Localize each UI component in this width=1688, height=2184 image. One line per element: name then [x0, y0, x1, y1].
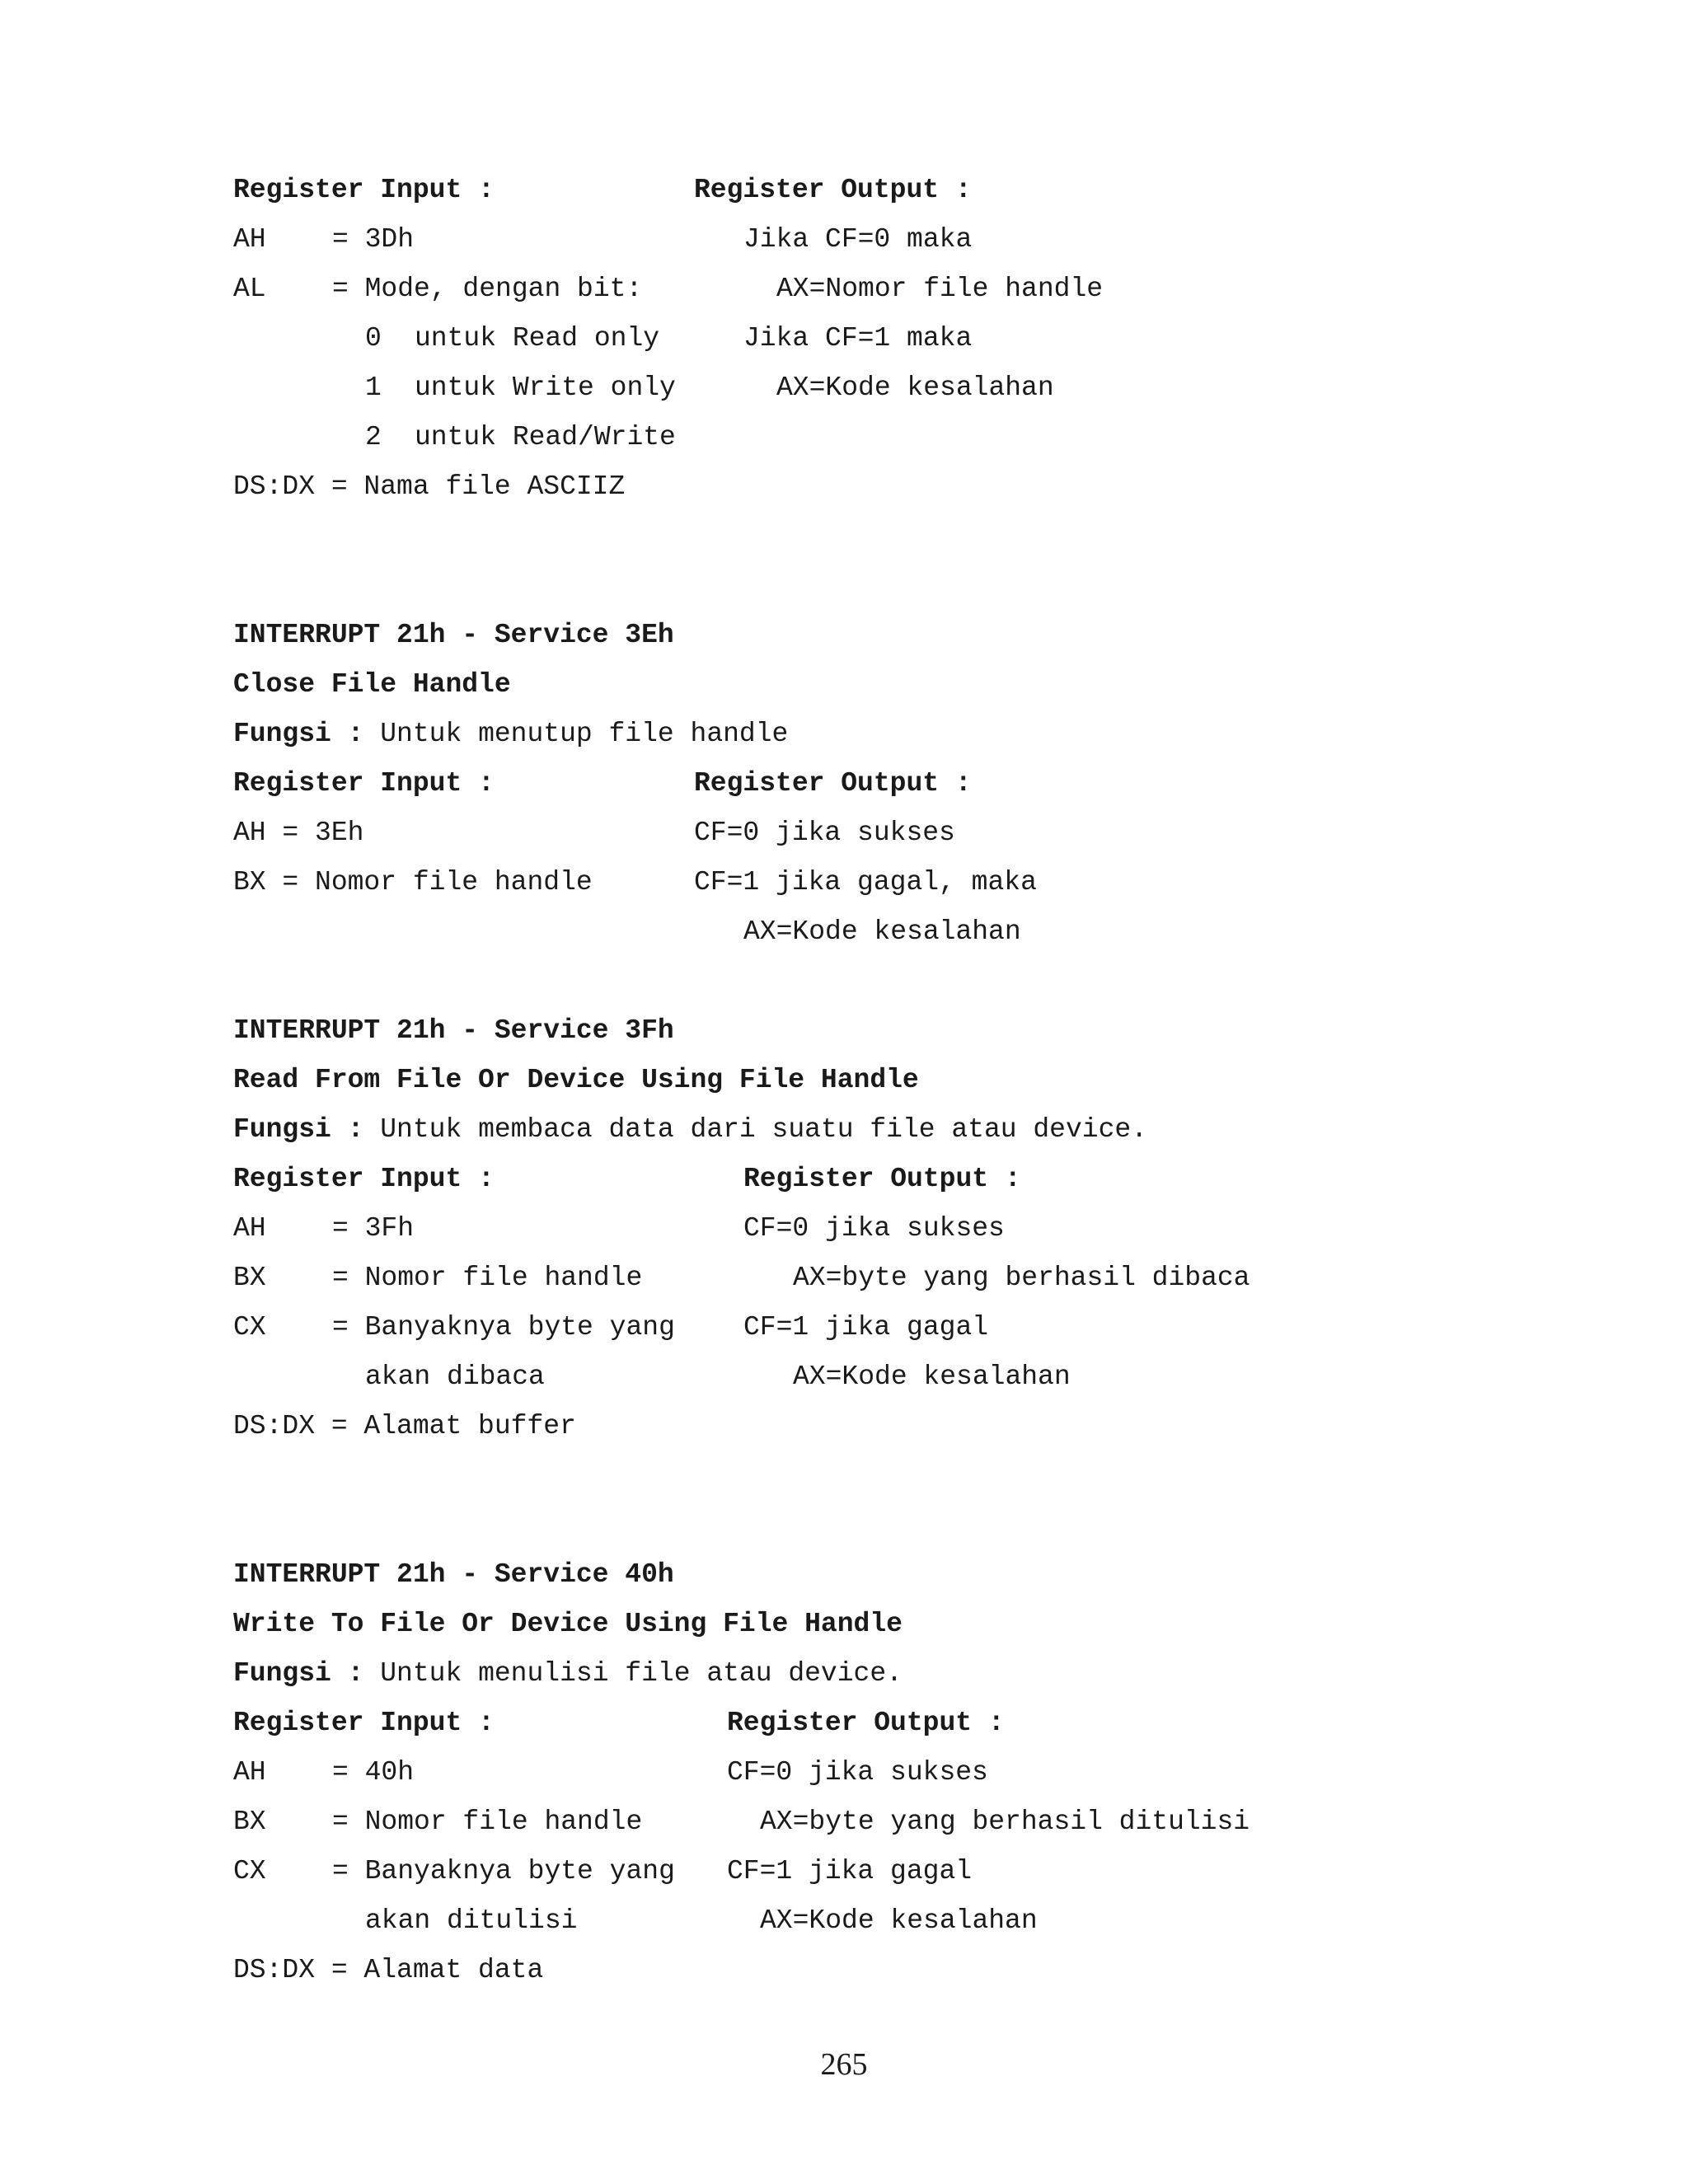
output-line: CF=1 jika gagal, maka [694, 867, 1037, 898]
input-register: CX [233, 1856, 266, 1886]
input-value: = 40h [332, 1757, 415, 1788]
mode-bit-number: 0 [365, 323, 382, 354]
mode-bit-description: untuk Read/Write [415, 422, 676, 452]
interrupt-heading: INTERRUPT 21h - Service 40h [233, 1559, 674, 1590]
input-register: AH [233, 224, 266, 255]
fungsi-line [233, 1657, 903, 1690]
mode-bit-description: untuk Read only [415, 323, 660, 354]
output-line: AX=Kode kesalahan [776, 373, 1054, 403]
fungsi-line [233, 718, 788, 751]
fungsi-label: Fungsi : [233, 1658, 364, 1689]
register-input-heading: Register Input : [233, 1708, 495, 1738]
input-value: = Banyaknya byte yang [332, 1856, 675, 1886]
input-value: = Nomor file handle [332, 1807, 643, 1837]
output-line: AX=byte yang berhasil dibaca [793, 1263, 1250, 1293]
input-continuation: akan ditulisi [365, 1905, 578, 1936]
output-line: AX=byte yang berhasil ditulisi [760, 1807, 1250, 1837]
register-output-heading: Register Output : [743, 1164, 1021, 1194]
fungsi-text: Untuk menulisi file atau device. [380, 1658, 903, 1689]
input-value: = 3Fh [332, 1213, 415, 1244]
page-number: 265 [820, 2047, 868, 2082]
input-line: AH = 3Eh [233, 818, 364, 848]
mode-bit-description: untuk Write only [415, 373, 676, 403]
output-line: AX=Kode kesalahan [793, 1361, 1071, 1392]
interrupt-heading: INTERRUPT 21h - Service 3Fh [233, 1015, 674, 1046]
fungsi-text: Untuk menutup file handle [380, 719, 789, 749]
mode-bit-number: 1 [365, 373, 382, 403]
output-line: CF=0 jika sukses [743, 1213, 1005, 1244]
register-output-heading: Register Output : [694, 175, 972, 205]
input-value: = 3Dh [332, 224, 415, 255]
input-line: DS:DX = Alamat buffer [233, 1411, 576, 1441]
mode-bit-number: 2 [365, 422, 382, 452]
input-register: BX [233, 1807, 266, 1837]
input-value: = Nomor file handle [332, 1263, 643, 1293]
input-register: AH [233, 1757, 266, 1788]
output-line: CF=0 jika sukses [727, 1757, 988, 1788]
fungsi-label: Fungsi : [233, 1114, 364, 1145]
service-title: Read From File Or Device Using File Handle [233, 1065, 919, 1095]
interrupt-heading: INTERRUPT 21h - Service 3Eh [233, 620, 674, 650]
input-line: BX = Nomor file handle [233, 867, 593, 898]
input-line: DS:DX = Alamat data [233, 1955, 544, 1985]
fungsi-line [233, 1113, 1147, 1146]
register-output-heading: Register Output : [727, 1708, 1005, 1738]
output-line: CF=1 jika gagal [727, 1856, 973, 1886]
input-register: BX [233, 1263, 266, 1293]
service-title: Write To File Or Device Using File Handle [233, 1609, 903, 1639]
register-input-heading: Register Input : [233, 1164, 495, 1194]
fungsi-label: Fungsi : [233, 719, 364, 749]
output-line: AX=Kode kesalahan [760, 1905, 1038, 1936]
output-line: CF=0 jika sukses [694, 818, 955, 848]
input-register: CX [233, 1312, 266, 1343]
input-line: DS:DX = Nama file ASCIIZ [233, 471, 626, 502]
input-register: AL [233, 274, 266, 304]
output-line: CF=1 jika gagal [743, 1312, 989, 1343]
input-value: = Mode, dengan bit: [332, 274, 643, 304]
input-continuation: akan dibaca [365, 1361, 545, 1392]
fungsi-text: Untuk membaca data dari suatu file atau device. [380, 1114, 1148, 1145]
register-input-heading: Register Input : [233, 175, 495, 205]
output-line: AX=Kode kesalahan [743, 916, 1021, 947]
input-register: AH [233, 1213, 266, 1244]
input-value: = Banyaknya byte yang [332, 1312, 675, 1343]
output-line: AX=Nomor file handle [776, 274, 1104, 304]
output-line: Jika CF=0 maka [743, 224, 973, 255]
register-output-heading: Register Output : [694, 768, 972, 799]
register-input-heading: Register Input : [233, 768, 495, 799]
service-title: Close File Handle [233, 669, 511, 700]
output-line: Jika CF=1 maka [743, 323, 973, 354]
